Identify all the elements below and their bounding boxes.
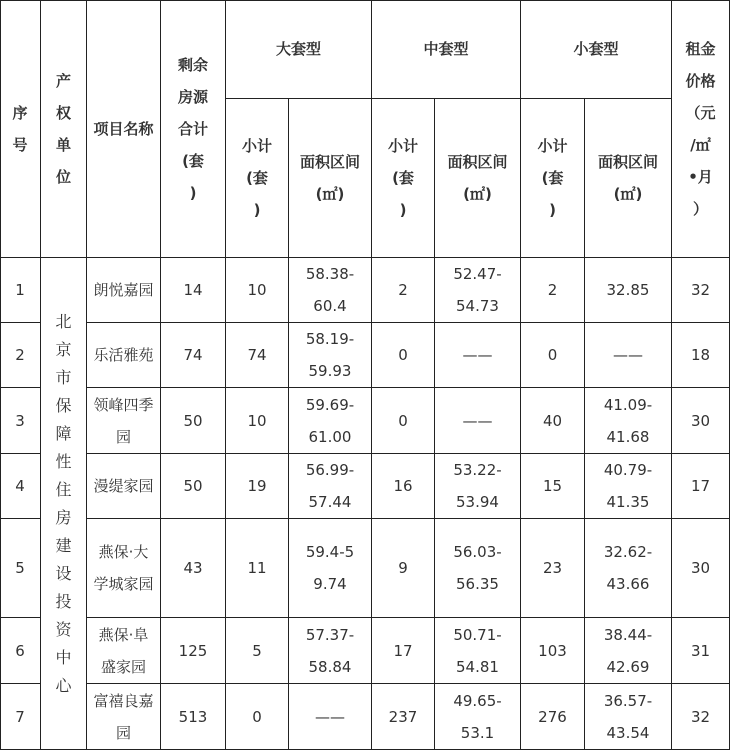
row-large-area-line: 57.37- — [305, 625, 355, 644]
owner-char: 京 — [55, 339, 72, 359]
row-project-line: 园 — [115, 723, 131, 742]
row-large-count: 10 — [226, 388, 289, 454]
row-total: 74 — [161, 323, 226, 388]
row-small-area — [585, 519, 672, 618]
header-text: 房源 — [177, 87, 208, 106]
row-large-count: 19 — [226, 454, 289, 519]
row-total: 43 — [161, 519, 226, 618]
header-text: ） — [692, 199, 708, 218]
row-total: 14 — [161, 258, 226, 323]
owner-char: 保 — [55, 395, 72, 415]
row-seq: 4 — [0, 454, 41, 519]
row-small-area-line: 43.54 — [606, 723, 650, 742]
row-small-area — [585, 684, 672, 750]
header-text: (套 — [392, 169, 414, 187]
row-total: 50 — [161, 454, 226, 519]
row-small-count: 0 — [521, 323, 585, 388]
owner-char: 房 — [55, 507, 72, 527]
row-medium-area-line: 54.81 — [456, 657, 499, 676]
header-text: 价格 — [685, 71, 716, 90]
row-project-line: 燕保·阜 — [98, 625, 149, 644]
header-text: 位 — [55, 167, 71, 186]
row-project — [87, 618, 161, 684]
row-large-area-line: 61.00 — [308, 427, 352, 446]
owner-char: 资 — [55, 619, 72, 639]
row-medium-area-line: 56.35 — [456, 575, 499, 593]
header-text: 剩余 — [177, 55, 208, 74]
row-total: 125 — [161, 618, 226, 684]
row-medium-count: 2 — [372, 258, 435, 323]
row-seq: 1 — [0, 258, 41, 323]
header-text: (套 — [182, 151, 204, 170]
owner-char: 北 — [55, 311, 72, 331]
row-large-area-line: 58.19- — [305, 330, 355, 348]
row-rent: 31 — [672, 618, 730, 684]
header-rent — [672, 0, 730, 258]
header-text: 产 — [55, 71, 71, 90]
row-small-area-line: 42.69 — [606, 657, 650, 676]
row-project-line: 富禧良嘉 — [93, 691, 154, 710]
header-text: /㎡ — [690, 135, 711, 154]
owner-char: 设 — [55, 563, 72, 583]
owner-char: 住 — [55, 479, 72, 499]
header-text: (㎡) — [613, 185, 643, 203]
row-medium-area-line: 53.1 — [460, 723, 495, 742]
owner-char: 障 — [55, 423, 72, 443]
row-large-count: 10 — [226, 258, 289, 323]
row-small-area-line: 32.62- — [603, 543, 653, 561]
row-rent: 18 — [672, 323, 730, 388]
header-text: 面积区间 — [597, 153, 658, 171]
header-text: 权 — [55, 103, 71, 122]
row-medium-area-line: 49.65- — [453, 691, 502, 710]
header-small: 小套型 — [521, 0, 672, 99]
row-project-line: 燕保·大 — [98, 543, 149, 561]
row-medium-count: 17 — [372, 618, 435, 684]
row-medium-count: 0 — [372, 388, 435, 454]
row-medium-area-line: 54.73 — [456, 297, 499, 315]
owner-char: 建 — [55, 535, 72, 555]
header-text: ) — [549, 201, 556, 219]
row-medium-count: 237 — [372, 684, 435, 750]
row-medium-area-line: 50.71- — [453, 625, 502, 644]
row-total: 513 — [161, 684, 226, 750]
header-remaining — [161, 0, 226, 258]
row-small-area: 32.85 — [585, 258, 672, 323]
row-large-area — [289, 323, 372, 388]
row-small-count: 276 — [521, 684, 585, 750]
row-large-count: 11 — [226, 519, 289, 618]
owner-cell — [41, 258, 87, 750]
header-text: ) — [399, 201, 407, 219]
header-text: 合计 — [177, 119, 208, 138]
header-large-subtotal — [226, 99, 289, 258]
row-project: 乐活雅苑 — [87, 323, 161, 388]
header-text: 小计 — [387, 137, 418, 155]
row-project — [87, 684, 161, 750]
row-small-count: 23 — [521, 519, 585, 618]
row-small-area-line: 41.35 — [606, 493, 650, 511]
row-project-line: 园 — [115, 427, 131, 446]
row-medium-area: —— — [435, 323, 521, 388]
row-medium-area-line: 53.22- — [453, 461, 502, 479]
row-small-area-line: 38.44- — [603, 625, 653, 644]
row-small-area: —— — [585, 323, 672, 388]
row-small-area — [585, 618, 672, 684]
header-text: 号 — [12, 135, 28, 154]
owner-char: 性 — [55, 451, 72, 471]
row-medium-count: 16 — [372, 454, 435, 519]
header-text: (㎡) — [315, 185, 345, 203]
header-text: (套 — [246, 169, 268, 187]
row-rent: 32 — [672, 258, 730, 323]
row-large-area-line: 60.4 — [313, 297, 347, 315]
header-text: 小计 — [537, 137, 568, 155]
header-text: ) — [189, 183, 197, 202]
row-total: 50 — [161, 388, 226, 454]
owner-char: 心 — [55, 675, 72, 695]
row-large-area: —— — [289, 684, 372, 750]
row-medium-area — [435, 618, 521, 684]
owner-char: 投 — [55, 591, 72, 611]
header-large-area — [289, 99, 372, 258]
row-seq: 2 — [0, 323, 41, 388]
row-small-area-line: 43.66 — [606, 575, 650, 593]
row-medium-area — [435, 258, 521, 323]
row-project-line: 学城家园 — [93, 575, 154, 593]
row-large-area-line: 56.99- — [305, 461, 355, 479]
row-large-count: 5 — [226, 618, 289, 684]
row-small-area-line: 41.68 — [606, 427, 650, 446]
row-small-area-line: 41.09- — [603, 395, 653, 414]
row-rent: 17 — [672, 454, 730, 519]
header-seq — [0, 0, 41, 258]
row-large-area — [289, 618, 372, 684]
row-seq: 7 — [0, 684, 41, 750]
row-large-area — [289, 388, 372, 454]
header-text: ) — [253, 201, 261, 219]
row-rent: 32 — [672, 684, 730, 750]
row-small-area — [585, 388, 672, 454]
header-text: 面积区间 — [447, 153, 508, 171]
header-medium-subtotal — [372, 99, 435, 258]
owner-char: 市 — [55, 367, 72, 387]
row-large-area — [289, 519, 372, 618]
row-small-area-line: 36.57- — [603, 691, 653, 710]
header-text: 面积区间 — [299, 153, 360, 171]
row-medium-area-line: 56.03- — [453, 543, 502, 561]
header-owner — [41, 0, 87, 258]
row-project: 漫缇家园 — [87, 454, 161, 519]
row-large-area-line: 59.4-5 — [305, 543, 355, 561]
row-large-area-line: 59.69- — [305, 395, 355, 414]
row-seq: 5 — [0, 519, 41, 618]
row-small-area — [585, 454, 672, 519]
row-seq: 6 — [0, 618, 41, 684]
owner-char: 中 — [55, 647, 72, 667]
row-small-count: 2 — [521, 258, 585, 323]
row-large-area-line: 58.84 — [308, 657, 352, 676]
row-medium-count: 0 — [372, 323, 435, 388]
row-project-line: 领峰四季 — [93, 395, 154, 414]
header-text: (套 — [541, 169, 564, 187]
row-rent: 30 — [672, 388, 730, 454]
row-large-area — [289, 454, 372, 519]
row-project — [87, 519, 161, 618]
row-medium-count: 9 — [372, 519, 435, 618]
header-medium: 中套型 — [372, 0, 521, 99]
row-small-count: 103 — [521, 618, 585, 684]
header-small-area — [585, 99, 672, 258]
row-large-area — [289, 258, 372, 323]
row-large-area-line: 57.44 — [308, 493, 352, 511]
row-medium-area — [435, 519, 521, 618]
header-text: 序 — [12, 103, 28, 122]
row-medium-area-line: 52.47- — [453, 265, 502, 283]
header-text: •月 — [688, 167, 713, 186]
row-large-count: 0 — [226, 684, 289, 750]
header-text: （元 — [685, 103, 716, 122]
header-text: 项目名称 — [93, 119, 154, 138]
row-large-area-line: 9.74 — [313, 575, 347, 593]
row-large-count: 74 — [226, 323, 289, 388]
header-small-subtotal — [521, 99, 585, 258]
header-text: 单 — [55, 135, 71, 154]
row-medium-area-line: 53.94 — [456, 493, 499, 511]
row-small-count: 40 — [521, 388, 585, 454]
row-medium-area — [435, 684, 521, 750]
row-medium-area — [435, 454, 521, 519]
header-medium-area — [435, 99, 521, 258]
row-seq: 3 — [0, 388, 41, 454]
header-text: 小计 — [241, 137, 272, 155]
header-large: 大套型 — [226, 0, 372, 99]
row-small-count: 15 — [521, 454, 585, 519]
row-large-area-line: 59.93 — [308, 362, 352, 380]
header-text: 租金 — [685, 39, 716, 58]
row-project-line: 盛家园 — [100, 657, 146, 676]
row-large-area-line: 58.38- — [305, 265, 355, 283]
header-project — [87, 0, 161, 258]
row-project — [87, 388, 161, 454]
row-project: 朗悦嘉园 — [87, 258, 161, 323]
row-medium-area: —— — [435, 388, 521, 454]
row-small-area-line: 40.79- — [603, 461, 653, 479]
header-text: (㎡) — [463, 185, 492, 203]
row-rent: 30 — [672, 519, 730, 618]
